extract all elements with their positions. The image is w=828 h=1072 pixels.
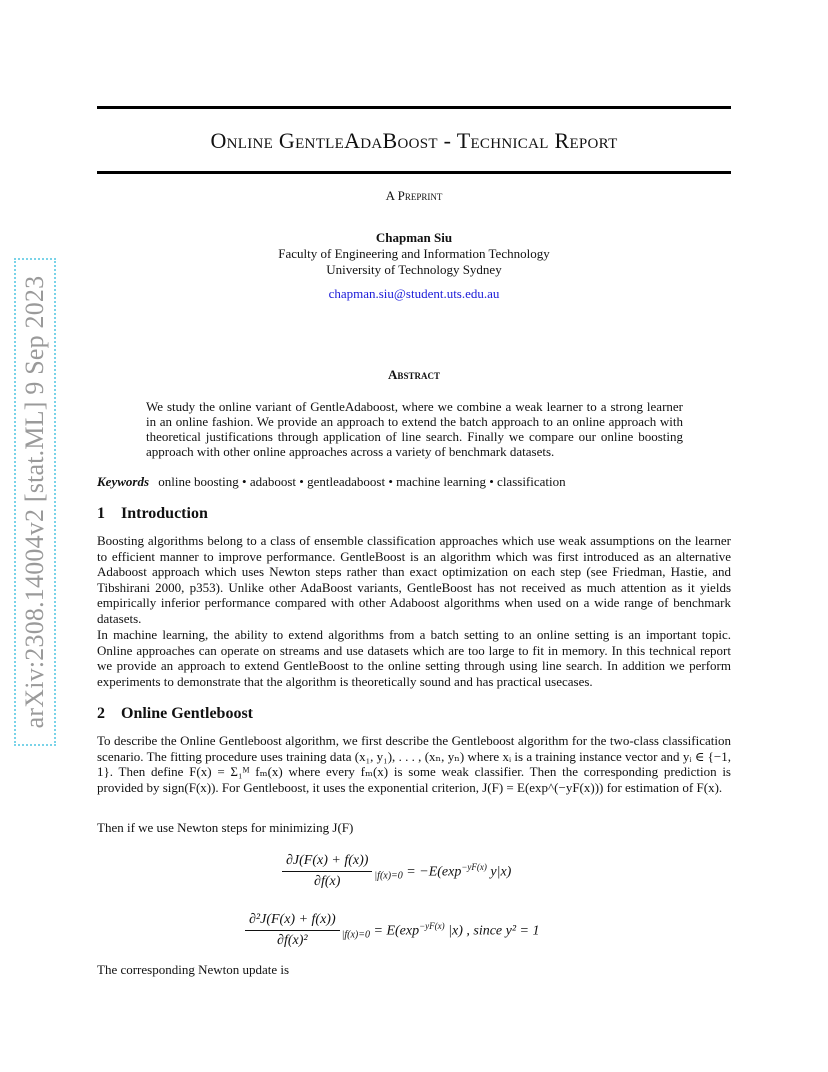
intro-paragraph-1: Boosting algorithms belong to a class of ensemble classification approaches which use weak assumptions on the learner to efficient manner to improve performance. GentleBoost is an algorithm which was first introduced as an alternative Adaboost approach which uses Newton steps rather than exact optimization on each step (see Friedman, Hastie, and Tibshirani 2000, p353). Unlike other AdaBoost variants, GentleBoost has not received as much attention as it yields empirically inferior performance compared with other Adaboost algorithms when used on a wide range of benchmark datasets. [97,533,731,626]
preprint-label: A Preprint [385,188,443,203]
title-bottom-rule [97,171,731,174]
equation-numerator: ∂J(F(x) + f(x)) [282,853,372,872]
equation-exponent: −yF(x) [419,920,445,931]
author-block [97,230,731,302]
keywords-label: Keywords [97,474,149,489]
equation-exponent: −yF(x) [461,861,487,872]
section-title: Introduction [121,505,208,522]
section-heading-online-gentleboost [97,705,253,723]
section-number: 1 [97,505,105,522]
gentleboost-paragraph-2: Then if we use Newton steps for minimizing J(F) [97,820,354,835]
equation-condition: |f(x)=0 [374,870,403,882]
equation-rhs-tail: y|x) [486,864,512,880]
paper-title: Online GentleAdaBoost - Technical Report [210,128,618,153]
equation-fraction [245,912,340,949]
equation-condition: |f(x)=0 [341,929,370,941]
author-affiliation-faculty: Faculty of Engineering and Information Technology [278,246,550,261]
equation-denominator: ∂f(x) [314,874,341,889]
abstract-text: We study the online variant of GentleAdaboost, where we combine a weak learner to a strong learner in an online fashion. We provide an approach to extend the batch approach to an online approach with theoretical justifications through application of line search. Finally we compare our online boosting approach with other online approaches across a variety of benchmark datasets. [146,399,683,459]
equation-denominator: ∂f(x)² [277,933,308,948]
arxiv-identifier-text: arXiv:2308.14004v2 [stat.ML] 9 Sep 2023 [20,275,49,729]
equation-numerator: ∂²J(F(x) + f(x)) [245,912,340,931]
equation-rhs-tail: |x) , since y² = 1 [444,923,540,939]
equation-rhs: = −E(exp [406,864,462,880]
keywords-text: online boosting • adaboost • gentleadaboost • machine learning • classification [158,474,566,489]
gentleboost-paragraph-1: To describe the Online Gentleboost algorithm, we first describe the Gentleboost algorithm for the two-class classification scenario. The fitting procedure uses training data (x₁, y₁), . . . , (xₙ, yₙ) where xᵢ is a training instance vector and yᵢ ∈ {−1, 1}. Then define F(x) = Σ₁ᴹ fₘ(x) where every fₘ(x) is some weak classifier. Then the corresponding prediction is provided by sign(F(x)). For Gentleboost, it uses the exponential criterion, J(F) = E(exp^(−yF(x))) for estimation of F(x). [97,733,731,795]
arxiv-identifier-stamp [14,258,56,746]
author-affiliation-university: University of Technology Sydney [326,262,502,277]
section-heading-introduction [97,505,208,523]
equation-first-derivative [282,853,511,890]
author-email-link[interactable]: chapman.siu@student.uts.edu.au [328,286,500,301]
title-top-rule [97,106,731,109]
section-number: 2 [97,705,105,722]
equation-rhs: = E(exp [373,923,420,939]
equation-second-derivative [245,912,540,949]
abstract-heading: Abstract [388,367,440,382]
author-name: Chapman Siu [375,230,453,245]
section-title: Online Gentleboost [121,705,254,722]
keywords-line [97,474,731,490]
gentleboost-paragraph-3: The corresponding Newton update is [97,962,290,977]
equation-fraction [282,853,372,890]
intro-paragraph-2: In machine learning, the ability to extend algorithms from a batch setting to an online setting is an important topic. Online approaches can operate on streams and use datasets which are too large to fit in memory. In this technical report we provide an approach to extend GentleBoost to the online setting through using line search. In addition we perform experiments to demonstrate that the algorithm is theoretically sound and has practical usecases. [97,627,731,689]
